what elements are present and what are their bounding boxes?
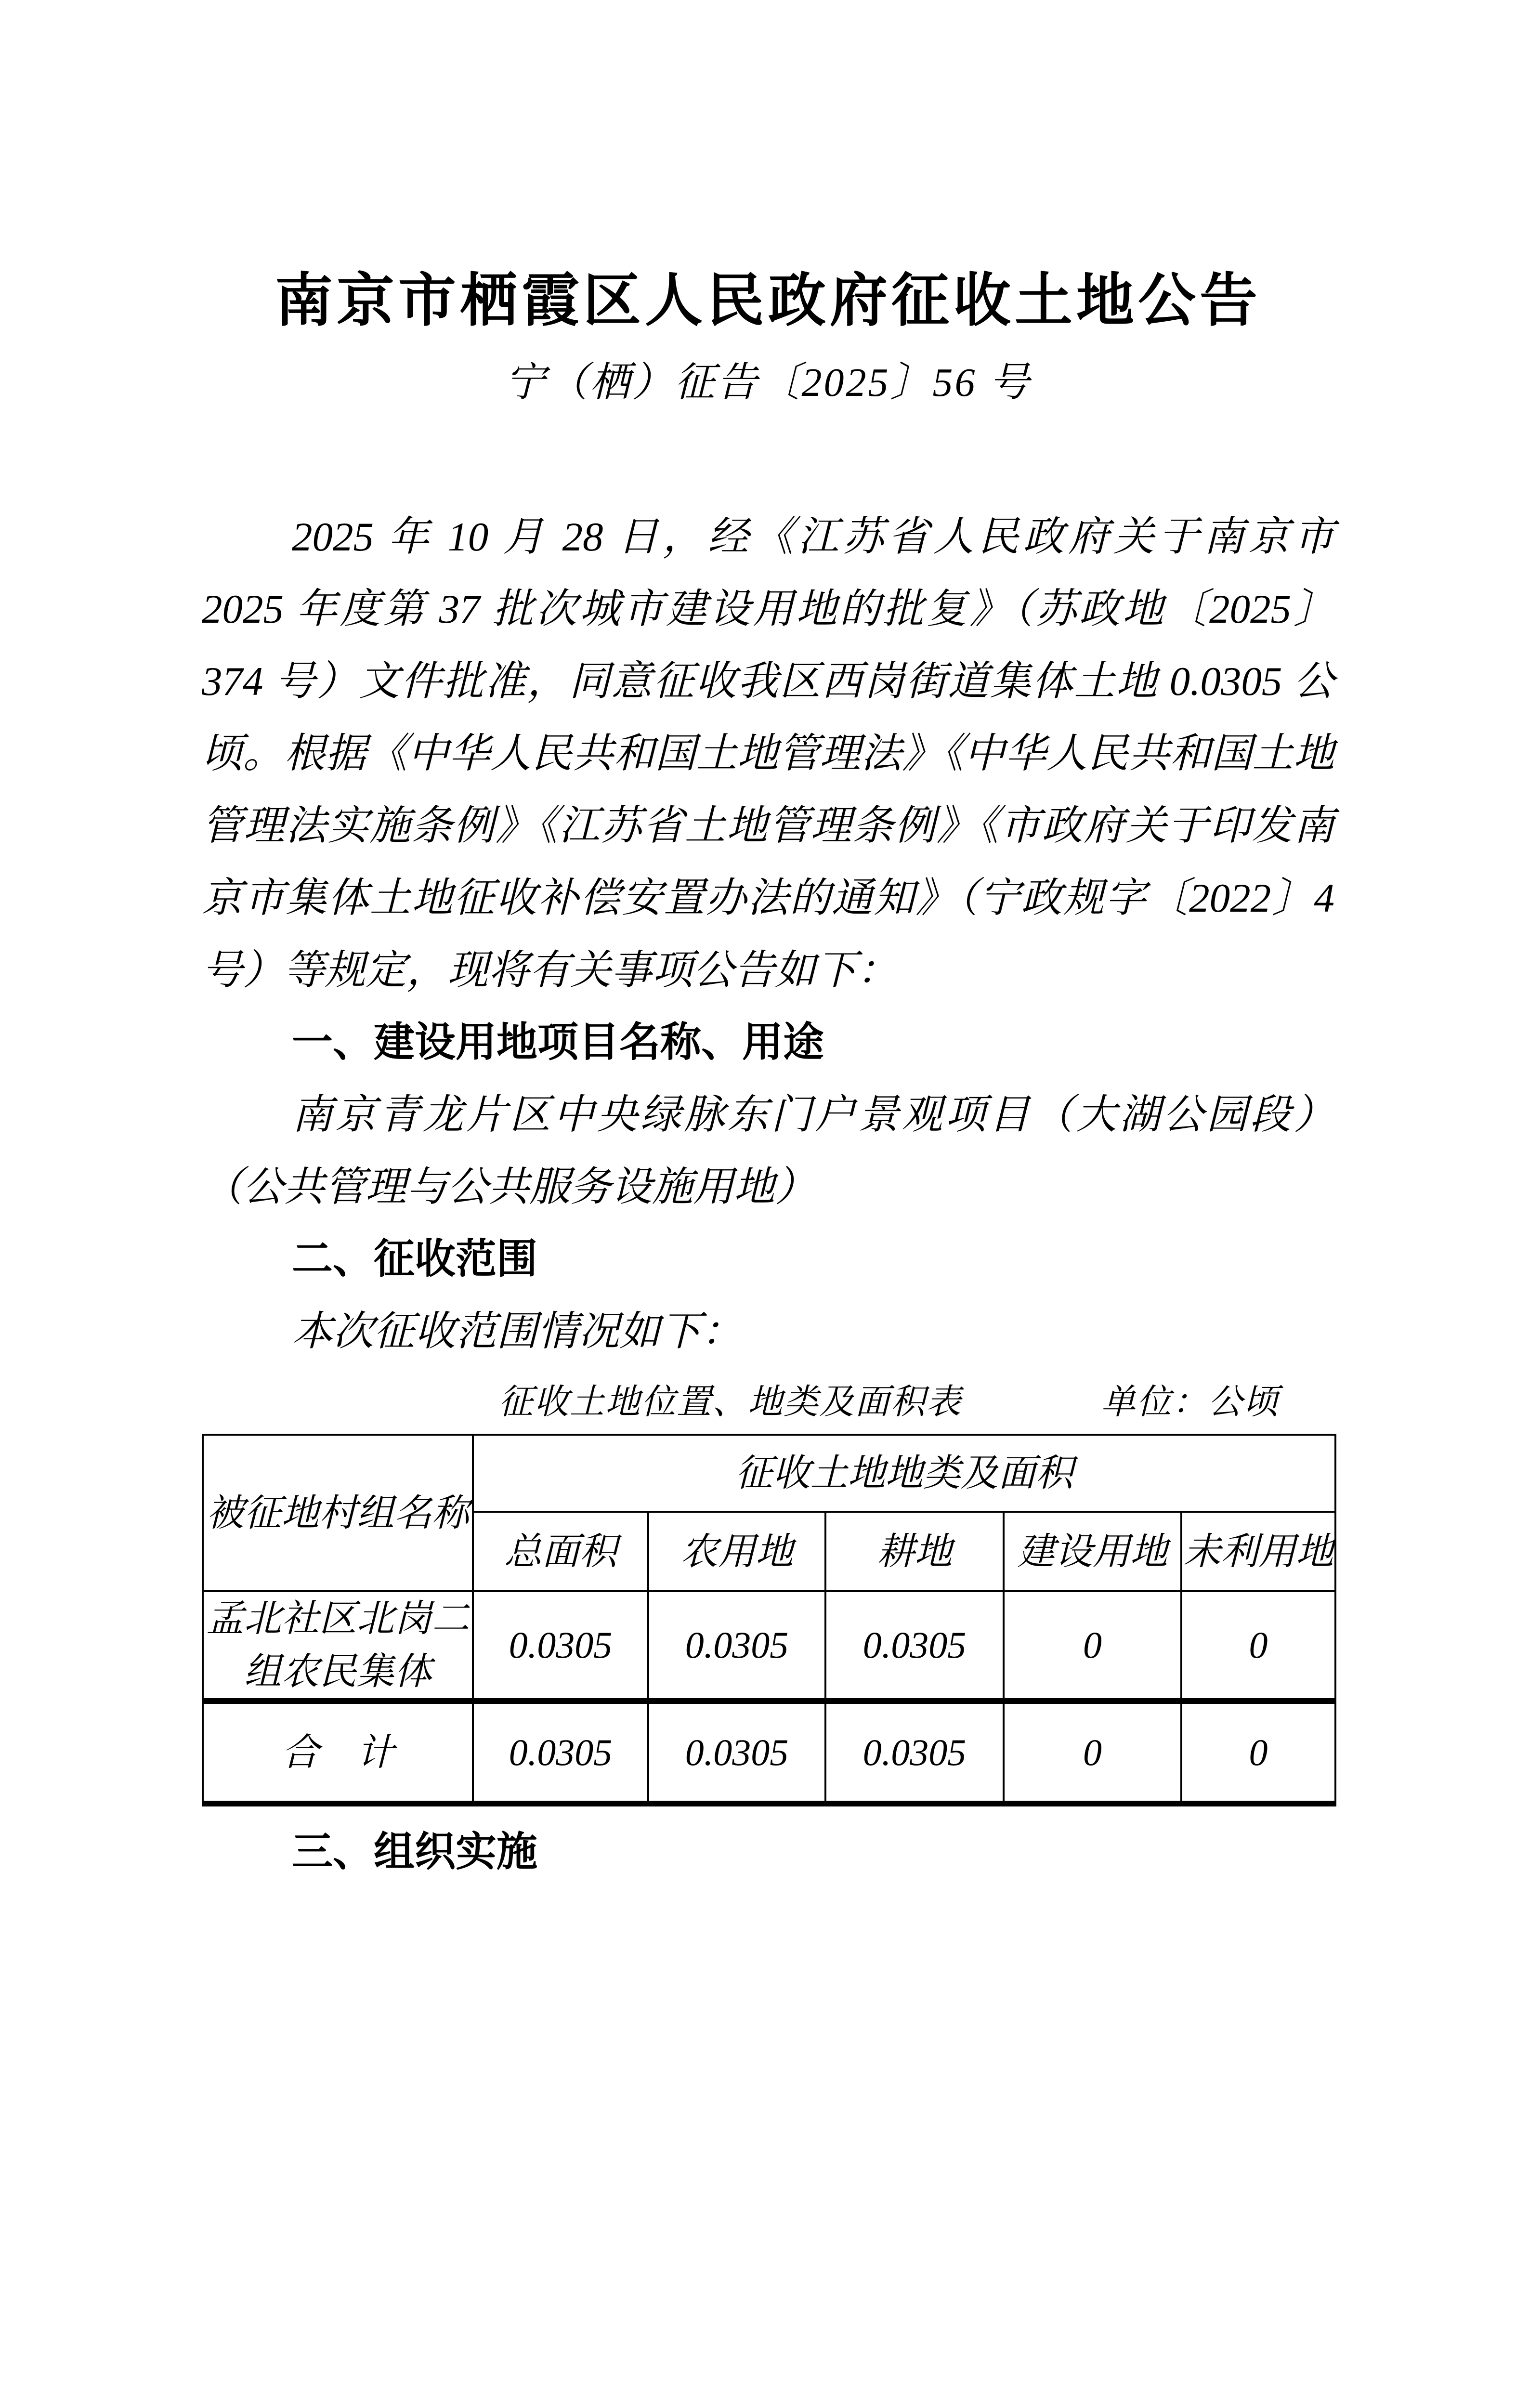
row1-total-area: 0.0305 (473, 1591, 648, 1701)
section1-body: 南京青龙片区中央绿脉东门户景观项目（大湖公园段）（公共管理与公共服务设施用地） (202, 1092, 1334, 1210)
header-col-agricultural: 农用地 (648, 1512, 825, 1591)
header-col-cultivated: 耕地 (825, 1512, 1004, 1591)
total-unused: 0 (1181, 1701, 1335, 1804)
land-acquisition-table (202, 1434, 1336, 1806)
row1-construction: 0 (1004, 1591, 1181, 1701)
row1-cultivated: 0.0305 (825, 1591, 1004, 1701)
total-row-name: 合 计 (203, 1701, 473, 1804)
header-col-unused: 未利用地 (1181, 1512, 1335, 1591)
header-name-col: 被征地村组名称 (203, 1435, 473, 1591)
table-row (203, 1591, 1335, 1701)
header-group-cell: 征收土地地类及面积 (473, 1435, 1335, 1512)
intro-paragraph: 2025 年 10 月 28 日，经《江苏省人民政府关于南京市 2025 年度第 37 批次城市建设用地的批复》（苏政地〔2025〕374 号）文件批准，同意征收我区西岗街道集体土地 0.0305 公顷。根据《中华人民共和国土地管理法》《中华人民共和国土地管理法实施条例》《江苏省土地管理条例》《市政府关于印发南京市集体土地征收补偿安置办法的通知》（宁政规字〔2022〕4 号）等规定，现将有关事项公告如下： (202, 514, 1334, 993)
document-content (0, 260, 1529, 1888)
table-caption-line (202, 1375, 1334, 1429)
row1-agricultural: 0.0305 (648, 1591, 825, 1701)
total-agricultural: 0.0305 (648, 1701, 825, 1804)
total-total-area: 0.0305 (473, 1701, 648, 1804)
row1-unused: 0 (1181, 1591, 1335, 1701)
section2-heading: 二、征收范围 (292, 1236, 538, 1282)
header-col-construction: 建设用地 (1004, 1512, 1181, 1591)
table-caption: 征收土地位置、地类及面积表 (498, 1383, 962, 1421)
table-unit-label: 单位：公顷 (1100, 1383, 1279, 1421)
header-col-total-area: 总面积 (473, 1512, 648, 1591)
row1-name: 孟北社区北岗二组农民集体 (203, 1591, 473, 1701)
document-number: 宁（栖）征告〔2025〕56 号 (505, 360, 1032, 405)
page-title: 南京市栖霞区人民政府征收土地公告 (275, 269, 1261, 333)
table-header-row-group (203, 1435, 1335, 1512)
table-row-total (203, 1701, 1335, 1804)
document-page (0, 260, 1529, 2408)
section1-heading: 一、建设用地项目名称、用途 (292, 1020, 824, 1065)
total-cultivated: 0.0305 (825, 1701, 1004, 1804)
section2-body: 本次征收范围情况如下： (292, 1309, 743, 1354)
section3-heading: 三、组织实施 (292, 1829, 538, 1875)
total-construction: 0 (1004, 1701, 1181, 1804)
